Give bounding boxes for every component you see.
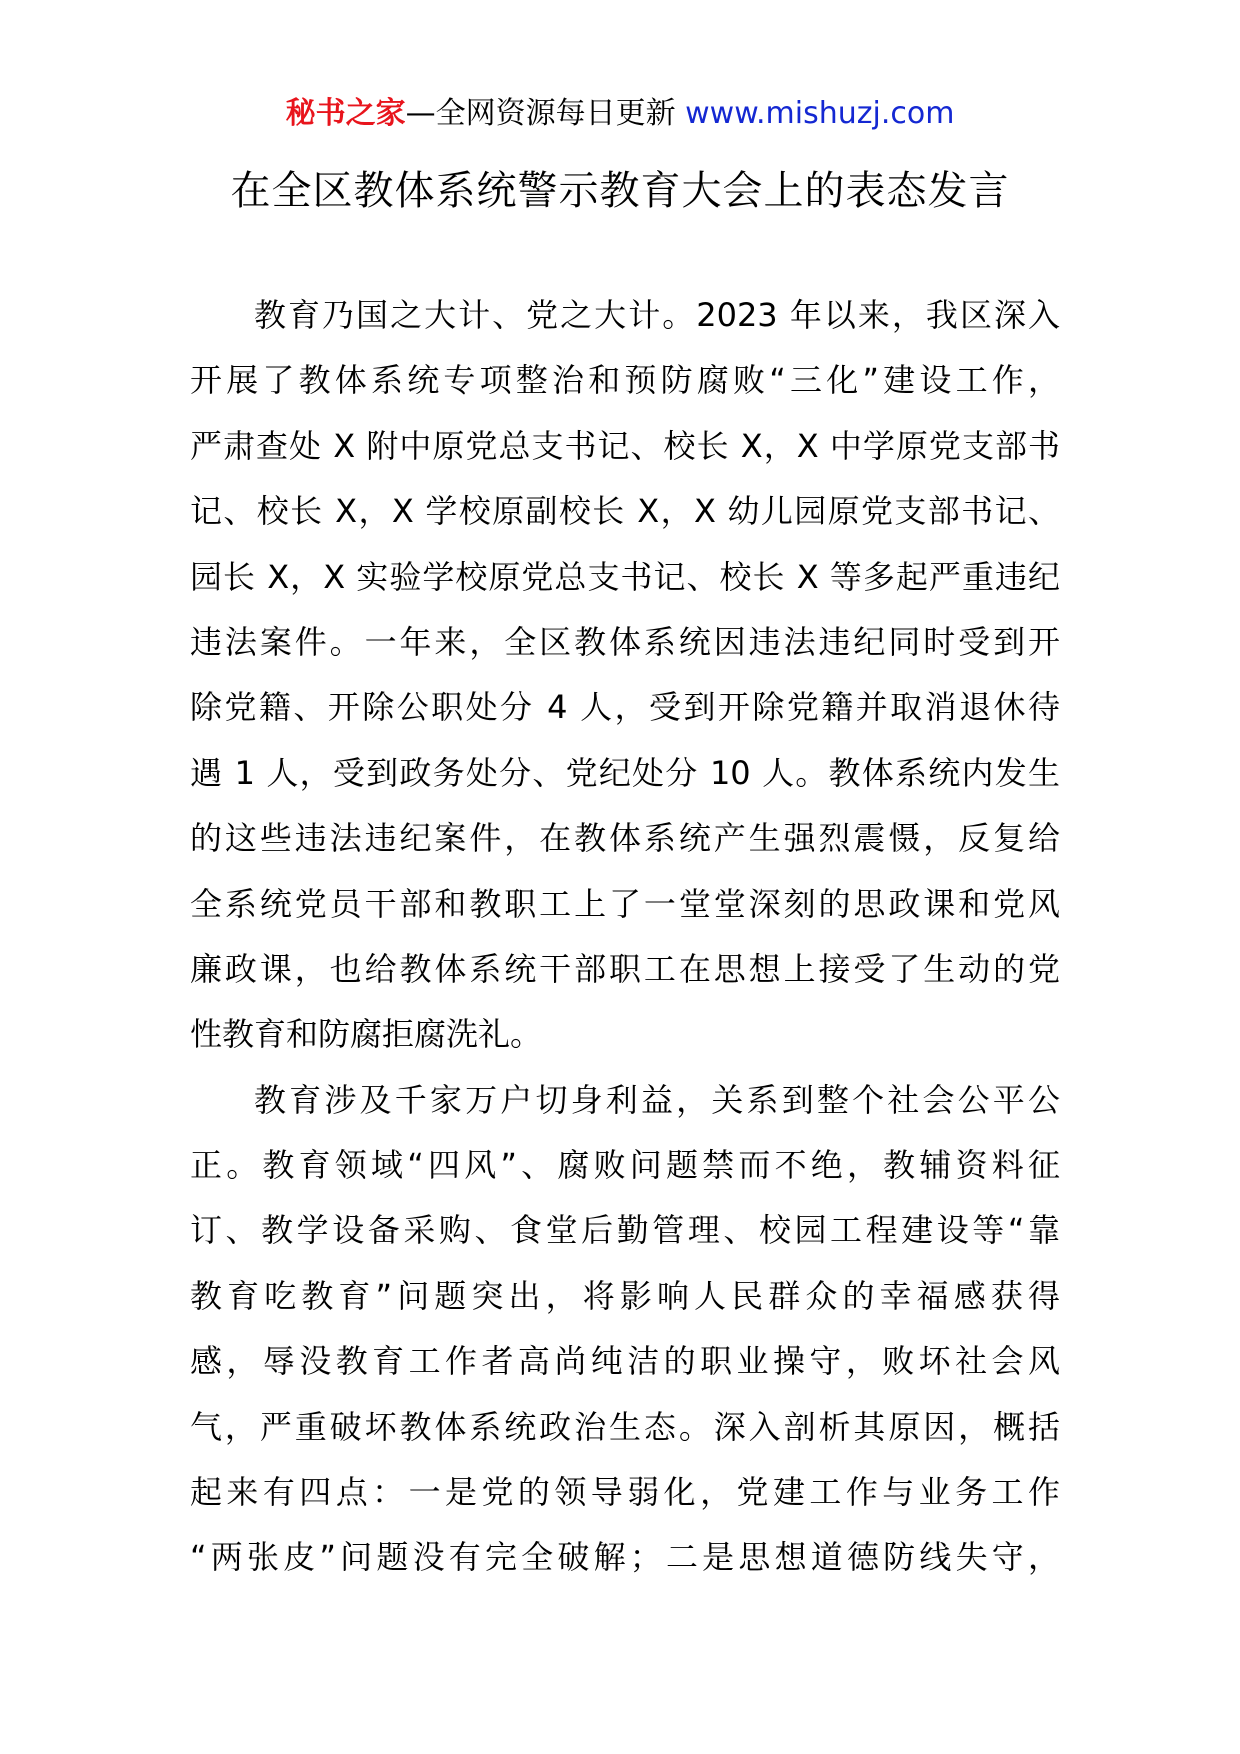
text-line: 廉政课，也给教体系统干部职工在思想上接受了生动的党 [190,949,1060,988]
text-line: 订、教学设备采购、食堂后勤管理、校园工程建设等“靠 [190,1211,1060,1250]
text-line: 违法案件。一年来，全区教体系统因违法违纪同时受到开 [190,622,1060,661]
text-line: 正。教育领域“四风”、腐败问题禁而不绝，教辅资料征 [190,1146,1060,1185]
text-line: 教育乃国之大计、党之大计。2023 年以来，我区深入 [254,296,1060,334]
site-header [0,94,1240,134]
text-line: 教育涉及千家万户切身利益，关系到整个社会公平公 [254,1080,1060,1119]
text-line: 感，辱没教育工作者高尚纯洁的职业操守，败坏社会风 [190,1342,1060,1381]
site-brand: 秘书之家 [285,96,406,131]
site-tagline: —全网资源每日更新 [405,96,676,131]
paragraph-2 [190,1080,1060,1603]
text-line: 性教育和防腐拒腐洗礼。 [190,1015,543,1054]
text-line: 园长 X，X 实验学校原党总支书记、校长 X 等多起严重违纪 [190,557,1060,596]
text-line: 气，严重破坏教体系统政治生态。深入剖析其原因，概括 [190,1407,1060,1446]
text-line: 遇 1 人，受到政务处分、党纪处分 10 人。教体系统内发生 [190,753,1060,792]
document-title: 在全区教体系统警示教育大会上的表态发言 [230,168,1010,214]
text-line: 除党籍、开除公职处分 4 人，受到开除党籍并取消退休待 [190,688,1060,727]
document-body [190,295,1060,1603]
text-line: “两张皮”问题没有完全破解；二是思想道德防线失守， [190,1538,1060,1577]
site-url-link[interactable]: www.mishuzj.com [685,96,955,131]
text-line: 的这些违法违纪案件，在教体系统产生强烈震慑，反复给 [190,819,1060,858]
text-line: 开展了教体系统专项整治和预防腐败“三化”建设工作， [190,361,1060,400]
text-line: 教育吃教育”问题突出，将影响人民群众的幸福感获得 [190,1276,1060,1315]
paragraph-1 [190,295,1060,1080]
text-line: 记、校长 X，X 学校原副校长 X，X 幼儿园原党支部书记、 [190,492,1060,531]
text-line: 严肃查处 X 附中原党总支书记、校长 X，X 中学原党支部书 [190,426,1060,465]
text-line: 起来有四点：一是党的领导弱化，党建工作与业务工作 [190,1473,1060,1512]
text-line: 全系统党员干部和教职工上了一堂堂深刻的思政课和党风 [190,884,1060,923]
